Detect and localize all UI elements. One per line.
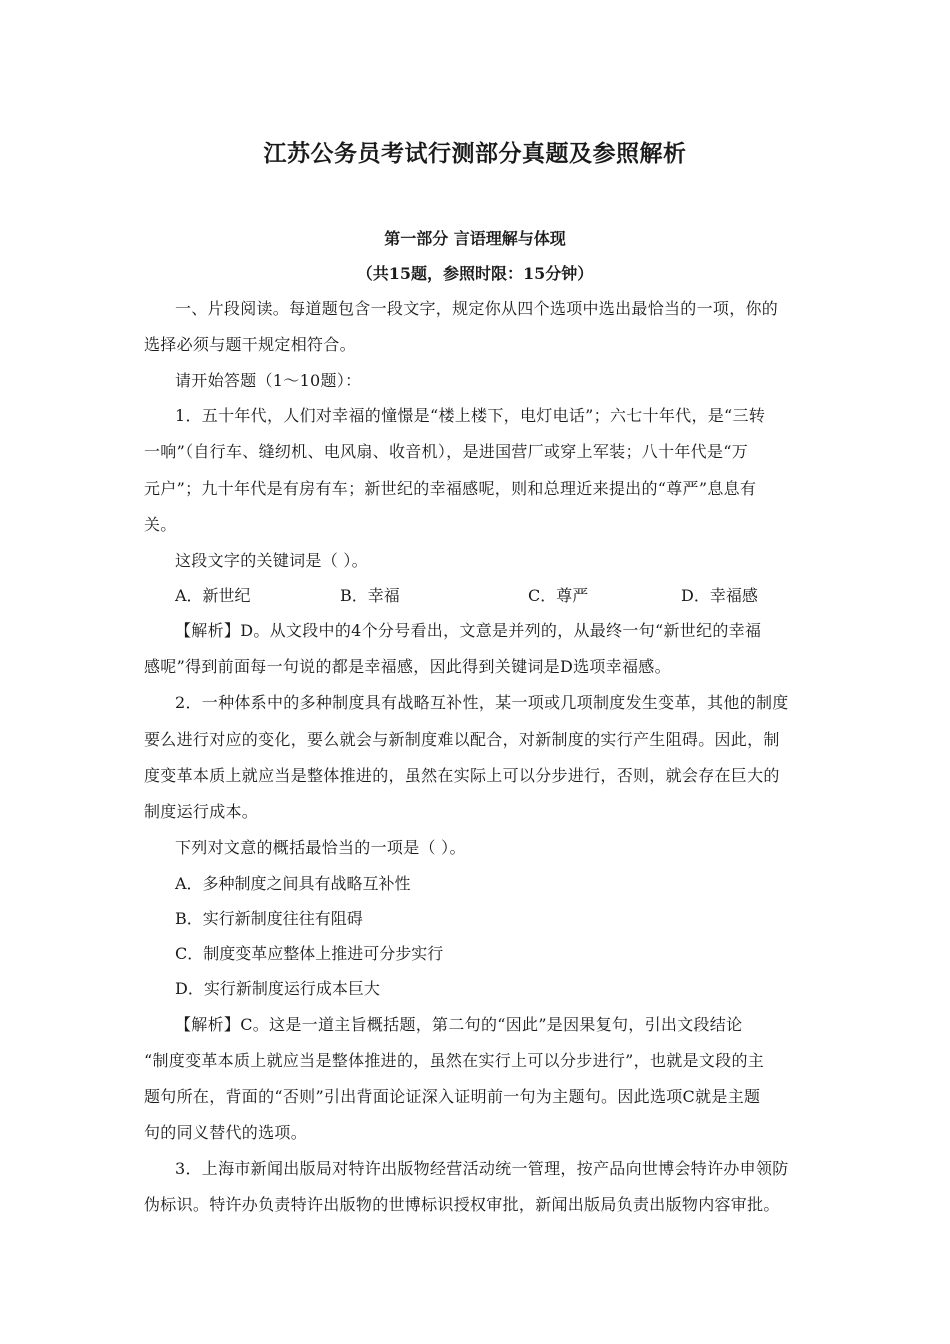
q2-analysis-line: 题句所在，背面的“否则”引出背面论证深入证明前一句为主题句。因此选项C就是主题 [144,1087,761,1106]
q2-text-line: 制度运行成本。 [144,802,259,821]
q1-option-a: A．新世纪 [175,586,251,605]
q1-option-b: B．幸福 [340,586,400,605]
instruction-line: 请开始答题（1～10题）： [175,371,362,390]
q2-question: 下列对文意的概括最恰当的一项是（ ）。 [175,838,466,857]
q2-analysis-line: 句的同义替代的选项。 [144,1123,308,1142]
q2-text-line: 2．一种体系中的多种制度具有战略互补性，某一项或几项制度发生变革，其他的制度 [175,693,789,712]
q2-analysis-line: “制度变革本质上就应当是整体推进的，虽然在实行上可以分步进行”，也就是文段的主 [144,1051,765,1070]
instruction-line: 选择必须与题干规定相符合。 [144,335,356,354]
q1-text-line: 1．五十年代，人们对幸福的憧憬是“楼上楼下，电灯电话”；六七十年代，是“三转 [175,406,766,425]
part-subheading: （共15题，参照时限：15分钟） [356,264,594,283]
q2-option-a: A．多种制度之间具有战略互补性 [175,874,411,893]
q1-option-c: C．尊严 [528,586,589,605]
instruction-line: 一、片段阅读。每道题包含一段文字，规定你从四个选项中选出最恰当的一项，你的 [175,299,779,318]
part-heading: 第一部分 言语理解与体现 [384,229,566,248]
q3-text-line: 3．上海市新闻出版局对特许出版物经营活动统一管理，按产品向世博会特许办申领防 [175,1159,789,1178]
q3-text-line: 伪标识。特许办负责特许出版物的世博标识授权审批，新闻出版局负责出版物内容审批。 [144,1195,780,1214]
q2-option-d: D．实行新制度运行成本巨大 [175,979,380,998]
q2-text-line: 度变革本质上就应当是整体推进的，虽然在实际上可以分步进行，否则，就会存在巨大的 [144,766,780,785]
document-title: 江苏公务员考试行测部分真题及参照解析 [263,140,687,167]
q1-question: 这段文字的关键词是（ ）。 [175,551,368,570]
q2-text-line: 要么进行对应的变化，要么就会与新制度难以配合，对新制度的实行产生阻碍。因此，制 [144,730,780,749]
q2-option-c: C．制度变革应整体上推进可分步实行 [175,944,444,963]
q2-option-b: B．实行新制度往往有阻碍 [175,909,363,928]
q1-text-line: 元户”；九十年代是有房有车；新世纪的幸福感呢，则和总理近来提出的“尊严”息息有 [144,479,757,498]
q2-analysis-line: 【解析】C。这是一道主旨概括题，第二句的“因此”是因果复句，引出文段结论 [175,1015,743,1034]
q1-text-line: 关。 [144,515,177,534]
q1-analysis-line: 【解析】D。从文段中的4个分号看出，文意是并列的，从最终一句“新世纪的幸福 [175,621,762,640]
q1-text-line: 一响”（自行车、缝纫机、电风扇、收音机），是进国营厂或穿上军装；八十年代是“万 [144,442,749,461]
q1-analysis-line: 感呢”得到前面每一句说的都是幸福感，因此得到关键词是D选项幸福感。 [144,657,671,676]
q1-option-d: D．幸福感 [681,586,758,605]
